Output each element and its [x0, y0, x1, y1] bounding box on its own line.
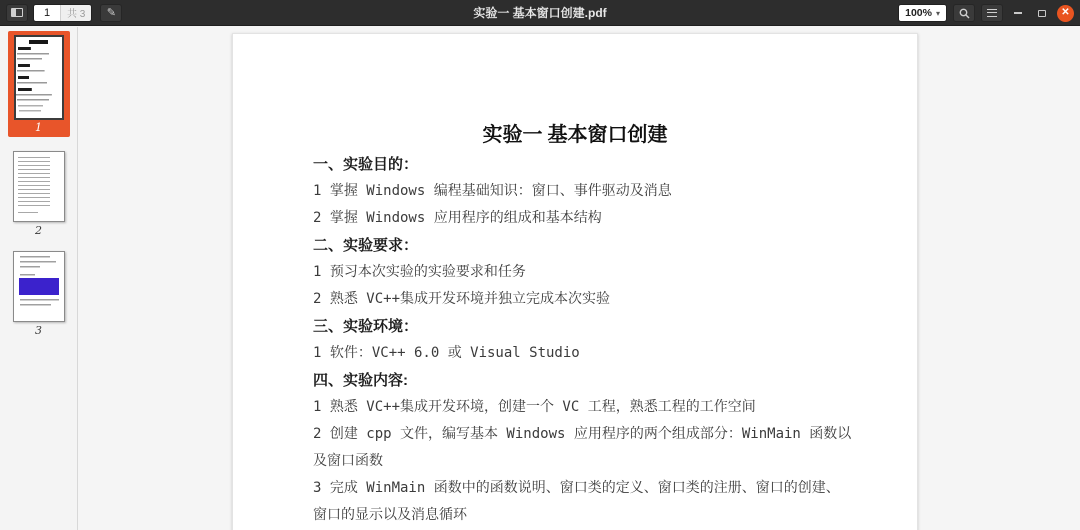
thumbnail-page-3-preview: [13, 251, 65, 322]
toolbar-right-group: [898, 0, 1074, 26]
thumbnail-page-1-label: 1: [35, 121, 42, 134]
annotate-button[interactable]: [100, 4, 122, 22]
thumbnail-page-1-content: [16, 37, 62, 118]
sidebar-toggle-icon: [11, 8, 23, 17]
close-button[interactable]: [1057, 5, 1074, 22]
pencil-icon: ✎: [106, 7, 116, 19]
doc-line: 四、实验内容:: [313, 372, 408, 389]
page-total-label: 共 3: [60, 5, 91, 21]
minimize-button[interactable]: [1009, 4, 1027, 22]
thumbnail-page-2-label: 2: [35, 224, 42, 237]
maximize-icon: [1038, 10, 1046, 17]
toolbar: [0, 0, 1080, 26]
page-number-input[interactable]: [34, 5, 60, 21]
document-view[interactable]: [79, 27, 1080, 530]
search-icon: [959, 8, 970, 19]
doc-line: 三、实验环境：: [313, 318, 419, 335]
zoom-level-value: 100%: [905, 7, 932, 19]
doc-line: 窗口的显示以及消息循环: [313, 507, 467, 523]
maximize-button[interactable]: [1033, 4, 1051, 22]
doc-line: 二、实验要求：: [313, 237, 419, 254]
hamburger-menu-icon: [987, 9, 997, 17]
thumbnail-page-2-content: [14, 152, 64, 221]
doc-line: 及窗口函数: [313, 453, 383, 469]
search-button[interactable]: [953, 4, 975, 22]
window-title: 实验一 基本窗口创建.pdf: [473, 6, 607, 20]
zoom-select[interactable]: [898, 4, 947, 22]
doc-line: 2 掌握 Windows 应用程序的组成和基本结构: [313, 210, 602, 226]
close-icon: ✕: [1061, 7, 1070, 18]
doc-line: 2 熟悉 VC++集成开发环境并独立完成本次实验: [313, 291, 610, 307]
doc-line: 1 预习本次实验的实验要求和任务: [313, 264, 526, 280]
doc-line: 3 完成 WinMain 函数中的函数说明、窗口类的定义、窗口类的注册、窗口的创建、: [313, 480, 840, 496]
doc-line: 1 熟悉 VC++集成开发环境，创建一个 VC 工程，熟悉工程的工作空间: [313, 399, 756, 415]
chevron-down-icon: ▾: [935, 8, 940, 18]
doc-line: 2 创建 cpp 文件，编写基本 Windows 应用程序的两个组成部分：WinMain 函数以: [313, 426, 852, 442]
menu-button[interactable]: [981, 4, 1003, 22]
doc-line: 一、实验目的：: [313, 156, 419, 173]
thumbnail-page-3[interactable]: [8, 251, 70, 337]
thumbnail-page-3-label: 3: [35, 324, 42, 337]
thumbnail-page-1[interactable]: [8, 31, 70, 137]
thumbnail-page-1-preview: [14, 35, 64, 120]
minimize-icon: [1014, 12, 1022, 14]
thumbnail-page-2-preview: [13, 151, 65, 222]
thumbnail-sidebar: [0, 27, 78, 530]
doc-line: 1 掌握 Windows 编程基础知识：窗口、事件驱动及消息: [313, 183, 672, 199]
document-body: [233, 151, 917, 529]
thumbnail-page-3-blue-window: [19, 278, 59, 295]
sidebar-toggle-button[interactable]: [6, 4, 28, 22]
thumbnail-page-2[interactable]: [8, 151, 70, 237]
document-page-1: [232, 33, 918, 530]
doc-line: 1 软件：VC++ 6.0 或 Visual Studio: [313, 345, 580, 361]
document-title: 实验一 基本窗口创建: [482, 124, 668, 146]
page-number-widget: [33, 4, 92, 22]
